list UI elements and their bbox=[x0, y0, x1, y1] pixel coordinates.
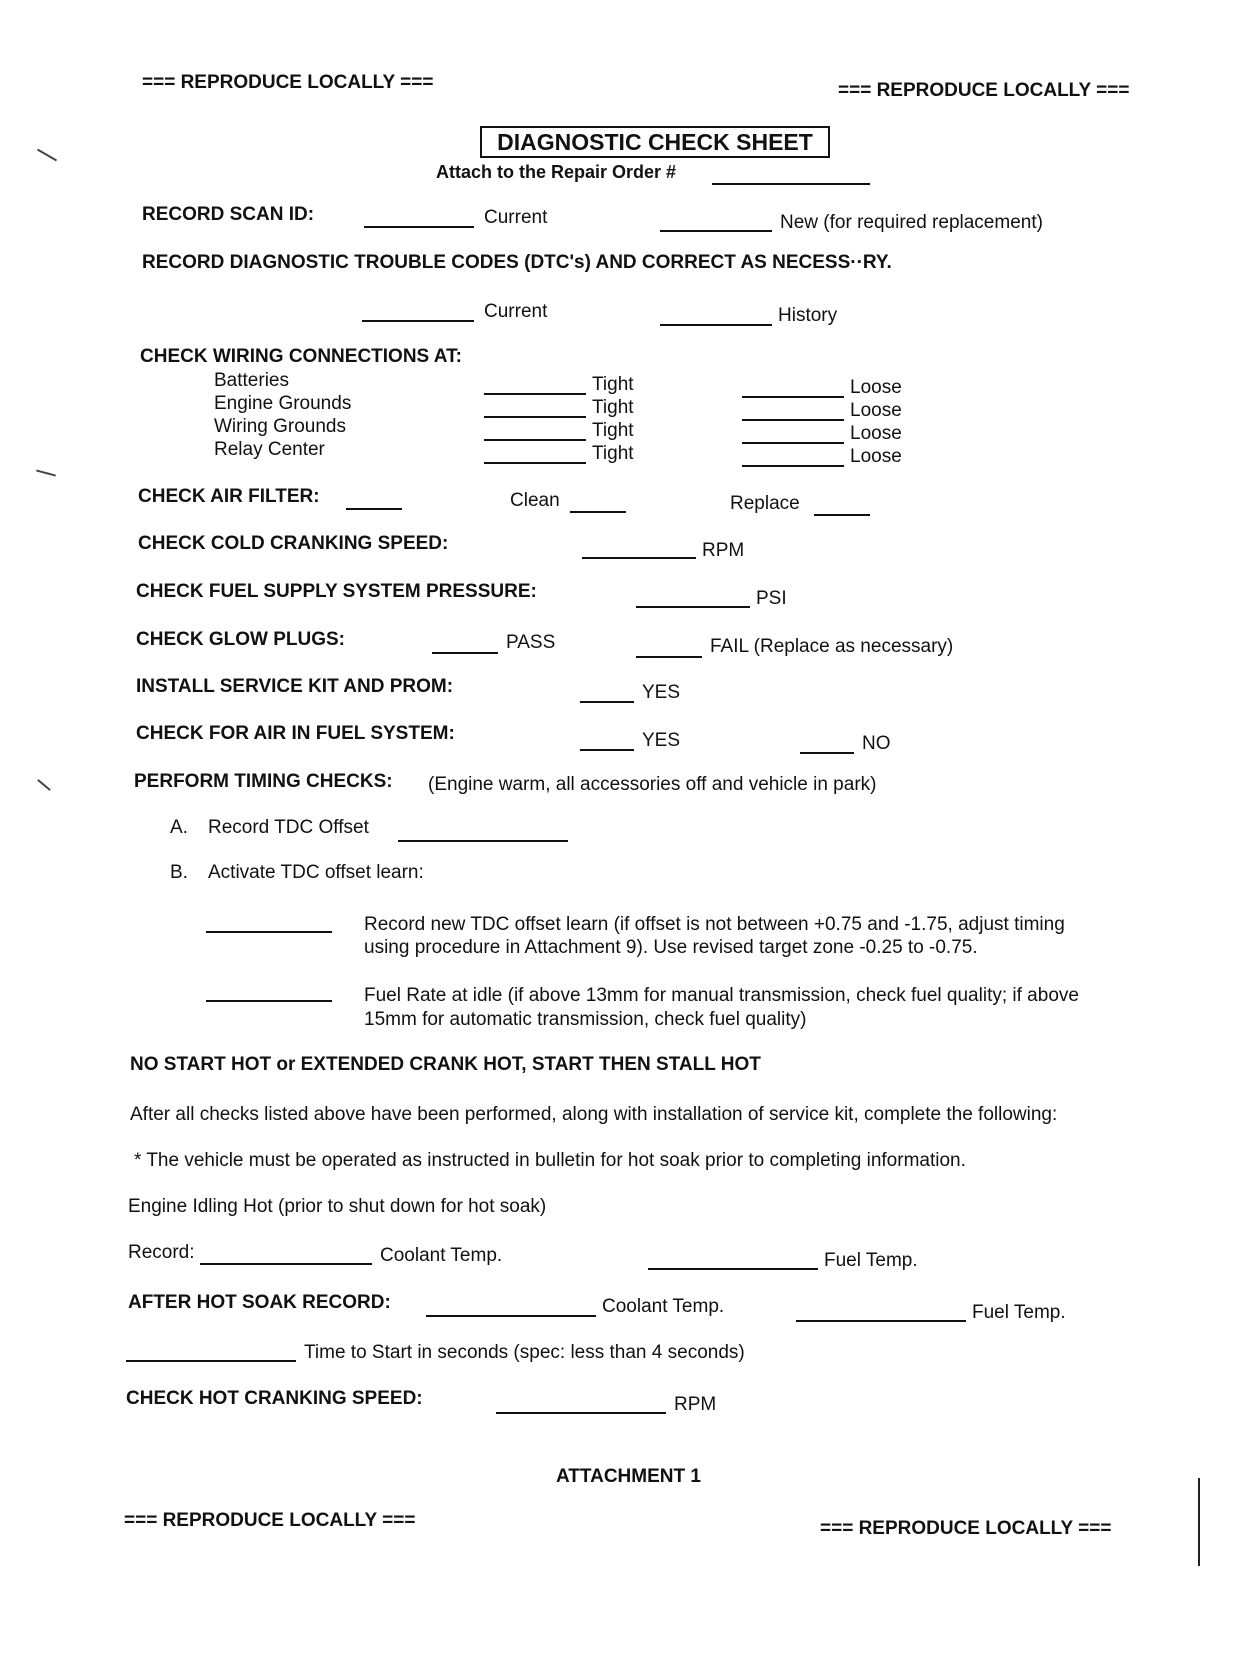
wiring-tight-label: Tight bbox=[592, 443, 634, 464]
wiring-item: Wiring Grounds bbox=[214, 416, 346, 437]
wiring-loose-label: Loose bbox=[850, 423, 902, 444]
wiring-loose-label: Loose bbox=[850, 400, 902, 421]
glow-plugs-pass-field[interactable] bbox=[432, 652, 498, 654]
wiring-loose-label: Loose bbox=[850, 446, 902, 467]
hot-heading: NO START HOT or EXTENDED CRANK HOT, START THEN STALL HOT bbox=[130, 1054, 761, 1075]
hot-crank-label: CHECK HOT CRANKING SPEED: bbox=[126, 1388, 423, 1409]
hot-crank-unit: RPM bbox=[674, 1394, 717, 1415]
air-fuel-yes-label: YES bbox=[642, 730, 681, 751]
timing-a-text: Record TDC Offset bbox=[208, 817, 369, 838]
time-start-label: Time to Start in seconds (spec: less than 4 seconds) bbox=[304, 1342, 745, 1363]
fuel-rate-field[interactable] bbox=[206, 1000, 332, 1002]
wiring-loose-field[interactable] bbox=[742, 396, 844, 398]
fuel-pressure-unit: PSI bbox=[756, 588, 787, 609]
timing-item2-line2: 15mm for automatic transmission, check fuel quality) bbox=[364, 1009, 807, 1030]
glow-plugs-fail-label: FAIL (Replace as necessary) bbox=[710, 636, 954, 657]
air-fuel-label: CHECK FOR AIR IN FUEL SYSTEM: bbox=[136, 723, 455, 744]
air-fuel-yes-field[interactable] bbox=[580, 749, 634, 751]
scan-id-new-label: New (for required replacement) bbox=[780, 212, 1043, 233]
soak-fuel-field[interactable] bbox=[796, 1320, 966, 1322]
timing-item2-line1: Fuel Rate at idle (if above 13mm for manual transmission, check fuel quality; if above bbox=[364, 985, 1079, 1006]
scan-mark bbox=[37, 779, 51, 791]
hot-crank-field[interactable] bbox=[496, 1412, 666, 1414]
glow-plugs-label: CHECK GLOW PLUGS: bbox=[136, 629, 345, 650]
scan-id-current-field[interactable] bbox=[364, 226, 474, 228]
idle-fuel-label: Fuel Temp. bbox=[824, 1250, 918, 1271]
service-kit-yes-label: YES bbox=[642, 682, 681, 703]
timing-note: (Engine warm, all accessories off and vehicle in park) bbox=[428, 774, 877, 795]
timing-item1-line2: using procedure in Attachment 9). Use revised target zone -0.25 to -0.75. bbox=[364, 937, 978, 958]
dtc-history-field[interactable] bbox=[660, 324, 772, 326]
scan-mark bbox=[37, 149, 57, 162]
hot-note-text: * The vehicle must be operated as instructed in bulletin for hot soak prior to completing information. bbox=[134, 1150, 966, 1171]
air-filter-clean-field[interactable] bbox=[570, 511, 626, 513]
timing-b-letter: B. bbox=[170, 862, 188, 883]
wiring-loose-field[interactable] bbox=[742, 465, 844, 467]
dtc-current-label: Current bbox=[484, 301, 548, 322]
timing-label: PERFORM TIMING CHECKS: bbox=[134, 771, 393, 792]
timing-a-letter: A. bbox=[170, 817, 188, 838]
wiring-tight-field[interactable] bbox=[484, 462, 586, 464]
wiring-tight-label: Tight bbox=[592, 397, 634, 418]
hot-after-text: After all checks listed above have been performed, along with installation of service kit, complete the following: bbox=[130, 1104, 1058, 1125]
fuel-pressure-label: CHECK FUEL SUPPLY SYSTEM PRESSURE: bbox=[136, 581, 537, 602]
fuel-pressure-field[interactable] bbox=[636, 606, 750, 608]
air-filter-replace-label: Replace bbox=[730, 493, 800, 514]
wiring-label: CHECK WIRING CONNECTIONS AT: bbox=[140, 346, 462, 367]
hot-idling-text: Engine Idling Hot (prior to shut down for hot soak) bbox=[128, 1196, 547, 1217]
air-filter-clean-label: Clean bbox=[510, 490, 560, 511]
tdc-learn-field[interactable] bbox=[206, 931, 332, 933]
wiring-tight-label: Tight bbox=[592, 420, 634, 441]
scan-id-label: RECORD SCAN ID: bbox=[142, 204, 315, 225]
attach-label: Attach to the Repair Order # bbox=[436, 162, 677, 182]
dtc-history-label: History bbox=[778, 305, 838, 326]
hot-record-label: Record: bbox=[128, 1242, 195, 1263]
attachment-label: ATTACHMENT 1 bbox=[556, 1466, 701, 1487]
timing-b-text: Activate TDC offset learn: bbox=[208, 862, 424, 883]
idle-coolant-field[interactable] bbox=[200, 1263, 372, 1265]
tdc-offset-field[interactable] bbox=[398, 840, 568, 842]
dtc-current-field[interactable] bbox=[362, 320, 474, 322]
wiring-loose-field[interactable] bbox=[742, 419, 844, 421]
dtc-label: RECORD DIAGNOSTIC TROUBLE CODES (DTC's) AND CORRECT AS NECESS··RY. bbox=[142, 252, 892, 273]
wiring-item: Engine Grounds bbox=[214, 393, 352, 414]
glow-plugs-fail-field[interactable] bbox=[636, 656, 702, 658]
footer-right: === REPRODUCE LOCALLY === bbox=[820, 1518, 1112, 1539]
wiring-loose-field[interactable] bbox=[742, 442, 844, 444]
idle-fuel-field[interactable] bbox=[648, 1268, 818, 1270]
service-kit-yes-field[interactable] bbox=[580, 701, 634, 703]
air-fuel-no-field[interactable] bbox=[800, 752, 854, 754]
air-fuel-no-label: NO bbox=[862, 733, 891, 754]
soak-coolant-field[interactable] bbox=[426, 1315, 596, 1317]
scan-mark bbox=[36, 469, 56, 476]
wiring-tight-field[interactable] bbox=[484, 439, 586, 441]
timing-item1-line1: Record new TDC offset learn (if offset is not between +0.75 and -1.75, adjust timing bbox=[364, 914, 1065, 935]
scan-id-current-label: Current bbox=[484, 207, 548, 228]
glow-plugs-pass-label: PASS bbox=[506, 632, 556, 653]
wiring-loose-label: Loose bbox=[850, 377, 902, 398]
header-right: === REPRODUCE LOCALLY === bbox=[838, 80, 1130, 101]
wiring-item: Relay Center bbox=[214, 439, 325, 460]
air-filter-replace-field[interactable] bbox=[814, 514, 870, 516]
soak-fuel-label: Fuel Temp. bbox=[972, 1302, 1066, 1323]
repair-order-field[interactable] bbox=[712, 183, 870, 185]
header-left: === REPRODUCE LOCALLY === bbox=[142, 72, 434, 93]
wiring-tight-field[interactable] bbox=[484, 393, 586, 395]
service-kit-label: INSTALL SERVICE KIT AND PROM: bbox=[136, 676, 454, 697]
page-title: DIAGNOSTIC CHECK SHEET bbox=[480, 126, 830, 158]
cold-crank-unit: RPM bbox=[702, 540, 745, 561]
air-filter-label: CHECK AIR FILTER: bbox=[138, 486, 320, 507]
scan-id-new-field[interactable] bbox=[660, 230, 772, 232]
footer-left: === REPRODUCE LOCALLY === bbox=[124, 1510, 416, 1531]
cold-crank-field[interactable] bbox=[582, 557, 696, 559]
wiring-item: Batteries bbox=[214, 370, 289, 391]
air-filter-field[interactable] bbox=[346, 508, 402, 510]
wiring-tight-field[interactable] bbox=[484, 416, 586, 418]
after-soak-label: AFTER HOT SOAK RECORD: bbox=[128, 1292, 391, 1313]
idle-coolant-label: Coolant Temp. bbox=[380, 1245, 503, 1266]
soak-coolant-label: Coolant Temp. bbox=[602, 1296, 725, 1317]
time-start-field[interactable] bbox=[126, 1360, 296, 1362]
cold-crank-label: CHECK COLD CRANKING SPEED: bbox=[138, 533, 449, 554]
scan-bar bbox=[1198, 1478, 1200, 1566]
wiring-tight-label: Tight bbox=[592, 374, 634, 395]
